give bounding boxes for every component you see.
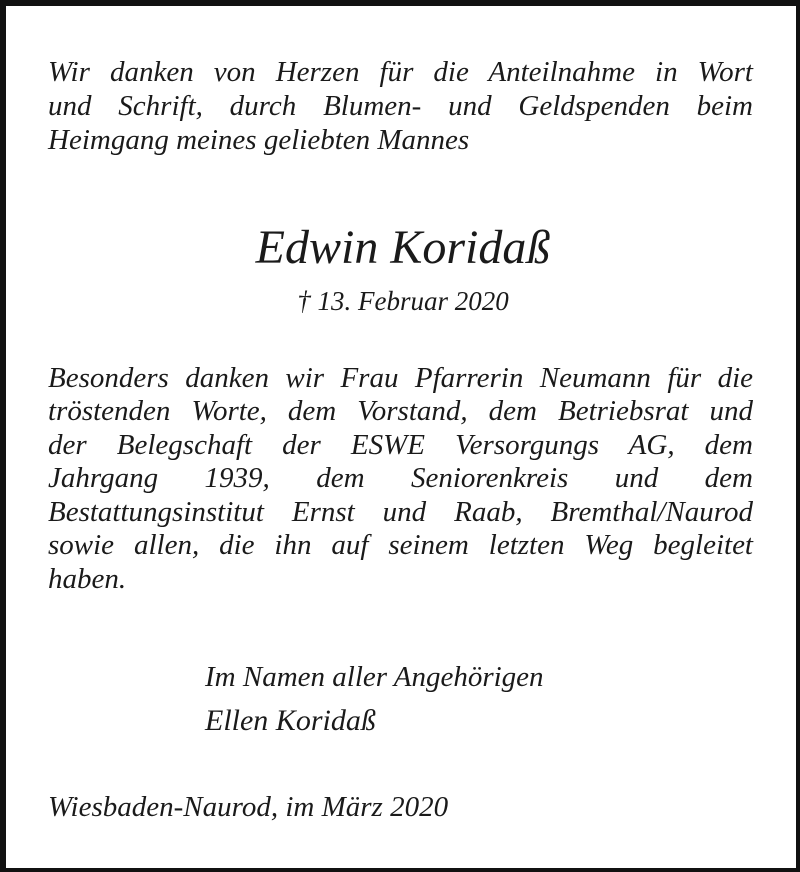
intro-line: Wir danken von Herzen für die Anteilnahme in Wort — [48, 56, 753, 88]
thanks-line: tröstenden Worte, dem Vorstand, dem Betriebsrat und — [48, 395, 753, 427]
deceased-name: Edwin Koridaß — [255, 221, 551, 274]
intro-line: Heimgang meines geliebten Mannes — [48, 124, 470, 156]
thanks-line: Jahrgang 1939, dem Seniorenkreis und dem — [48, 462, 753, 494]
signature-name: Ellen Koridaß — [205, 704, 376, 737]
thanks-line: der Belegschaft der ESWE Versorgungs AG, dem — [48, 429, 753, 461]
intro-line: und Schrift, durch Blumen- und Geldspenden beim — [48, 90, 753, 122]
place-date: Wiesbaden-Naurod, im März 2020 — [48, 791, 449, 823]
thanks-line: haben. — [48, 563, 127, 595]
signature-intro: Im Namen aller Angehörigen — [205, 661, 544, 693]
thanks-line: sowie allen, die ihn auf seinem letzten Weg begleitet — [48, 529, 753, 561]
death-date: † 13. Februar 2020 — [297, 286, 509, 316]
thanks-line: Besonders danken wir Frau Pfarrerin Neumann für die — [48, 362, 753, 394]
thanks-line: Bestattungsinstitut Ernst und Raab, Bremthal/Naurod — [48, 496, 753, 528]
